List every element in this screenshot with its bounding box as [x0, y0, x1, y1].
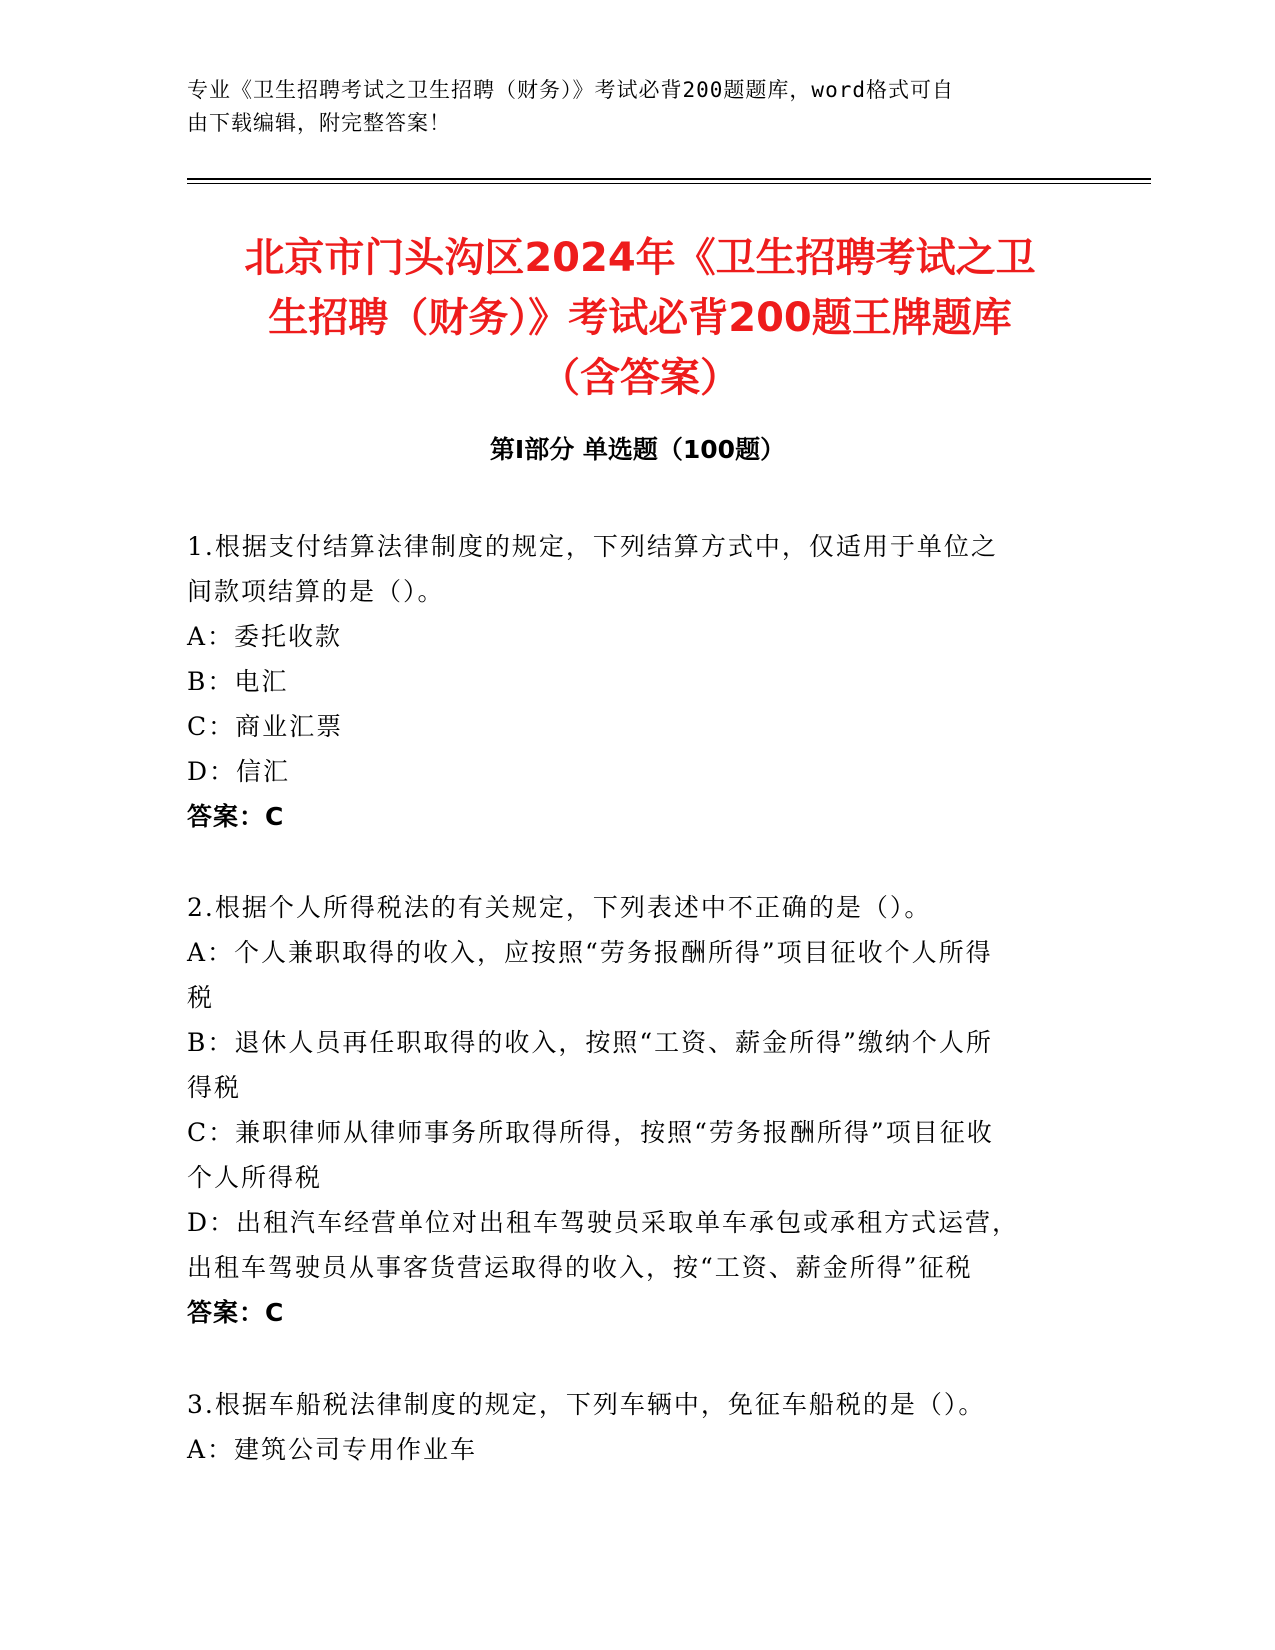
question-stem-line: 1.根据支付结算法律制度的规定，下列结算方式中，仅适用于单位之 — [187, 532, 998, 561]
option-c-continued: 个人所得税 — [187, 1163, 323, 1192]
question-3 — [187, 1382, 1067, 1472]
question-2 — [187, 885, 1067, 1335]
option-d: D：信汇 — [187, 757, 291, 786]
option-a: A：建筑公司专用作业车 — [187, 1435, 478, 1464]
question-stem-line: 3.根据车船税法律制度的规定，下列车辆中，免征车船税的是（）。 — [187, 1390, 986, 1419]
document-title-line: 北京市门头沟区2024年《卫生招聘考试之卫 — [244, 235, 1036, 281]
question-stem-line: 2.根据个人所得税法的有关规定，下列表述中不正确的是（）。 — [187, 893, 932, 922]
option-a: A：个人兼职取得的收入，应按照“劳务报酬所得”项目征收个人所得 — [187, 938, 993, 967]
question-1 — [187, 524, 1067, 839]
section-title: 第Ⅰ部分 单选题（100题） — [489, 435, 786, 464]
option-b-continued: 得税 — [187, 1073, 242, 1102]
option-c: C：兼职律师从律师事务所取得所得，按照“劳务报酬所得”项目征收 — [187, 1118, 994, 1147]
header-divider-thin — [187, 183, 1151, 184]
answer-label: 答案：C — [187, 1298, 285, 1327]
header-note — [187, 74, 1067, 140]
document-title — [160, 228, 1120, 408]
option-d-continued: 出租车驾驶员从事客货营运取得的收入，按“工资、薪金所得”征税 — [187, 1253, 973, 1282]
option-b: B：退休人员再任职取得的收入，按照“工资、薪金所得”缴纳个人所 — [187, 1028, 993, 1057]
document-title-line: 生招聘（财务）》考试必背200题王牌题库 — [268, 295, 1012, 341]
option-a-continued: 税 — [187, 983, 215, 1012]
option-b: B：电汇 — [187, 667, 289, 696]
header-note-line: 专业《卫生招聘考试之卫生招聘（财务）》考试必背200题题库，word格式可自 — [187, 78, 954, 102]
answer-label: 答案：C — [187, 802, 285, 831]
header-note-line: 由下载编辑，附完整答案！ — [187, 111, 451, 135]
header-divider-thick — [187, 178, 1151, 180]
option-a: A：委托收款 — [187, 622, 343, 651]
question-stem-line: 间款项结算的是（）。 — [187, 577, 445, 606]
option-c: C：商业汇票 — [187, 712, 344, 741]
option-d: D：出租汽车经营单位对出租车驾驶员采取单车承包或承租方式运营， — [187, 1208, 1020, 1237]
document-title-line: （含答案） — [540, 355, 740, 401]
